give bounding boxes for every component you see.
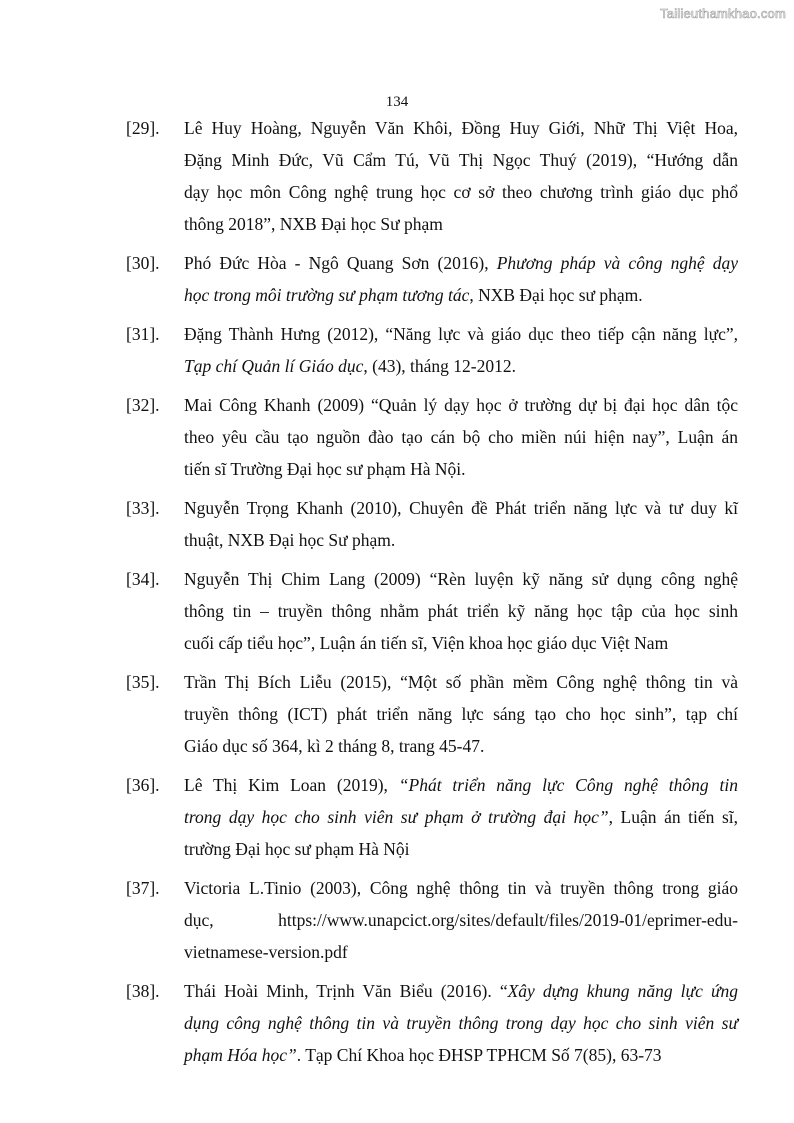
reference-text xyxy=(184,872,738,968)
reference-text xyxy=(184,112,738,240)
reference-line xyxy=(184,208,738,240)
italic-segment: “Phát triển năng lực Công nghệ thông tin xyxy=(398,775,738,795)
text-segment: , (43), tháng 12-2012. xyxy=(363,356,516,376)
text-segment: Phó Đức Hòa - Ngô Quang Sơn (2016), xyxy=(184,253,497,273)
reference-line xyxy=(184,595,738,627)
reference-number: [29]. xyxy=(126,118,160,138)
text-segment: thuật, NXB Đại học Sư phạm. xyxy=(184,530,396,550)
reference-item xyxy=(126,563,738,659)
text-segment: truyền thông (ICT) phát triển năng lực sáng tạo cho học sinh”, tạp chí xyxy=(184,704,738,724)
reference-number: [31]. xyxy=(126,324,160,344)
reference-text xyxy=(184,318,738,382)
italic-segment: học trong môi trường sư phạm tương tác xyxy=(184,285,470,305)
reference-text xyxy=(184,389,738,485)
reference-line xyxy=(184,936,738,968)
reference-line xyxy=(184,872,738,904)
italic-segment: phạm Hóa học” xyxy=(184,1045,297,1065)
text-segment: , Luận án tiến sĩ, xyxy=(608,807,739,827)
reference-item xyxy=(126,872,738,968)
reference-item xyxy=(126,769,738,865)
reference-line xyxy=(184,176,738,208)
reference-list xyxy=(126,112,738,1078)
reference-number: [30]. xyxy=(126,253,160,273)
text-segment: Lê Huy Hoàng, Nguyễn Văn Khôi, Đồng Huy Giới, Nhữ Thị Việt Hoa, xyxy=(184,118,738,138)
reference-line xyxy=(184,666,738,698)
reference-item xyxy=(126,389,738,485)
reference-line xyxy=(184,975,738,1007)
reference-item xyxy=(126,112,738,240)
reference-item xyxy=(126,975,738,1071)
italic-segment: Tạp chí Quản lí Giáo dục xyxy=(184,356,364,376)
text-segment: Mai Công Khanh (2009) “Quản lý dạy học ở trường dự bị đại học dân tộc xyxy=(184,395,738,415)
text-segment: vietnamese-version.pdf xyxy=(184,942,348,962)
page-number: 134 xyxy=(385,94,409,110)
reference-line xyxy=(184,144,738,176)
reference-line xyxy=(184,833,738,865)
reference-line xyxy=(184,421,738,453)
text-segment: dục, https://www.unapcict.org/sites/default/files/2019-01/eprimer-edu- xyxy=(184,910,738,930)
reference-number: [32]. xyxy=(126,395,160,415)
reference-line xyxy=(184,904,738,936)
text-segment: Đặng Thành Hưng (2012), “Năng lực và giáo dục theo tiếp cận năng lực” xyxy=(184,324,734,344)
text-segment: Lê Thị Kim Loan (2019), xyxy=(184,775,399,795)
reference-line xyxy=(184,1039,738,1071)
reference-text xyxy=(184,247,738,311)
text-segment: thông tin – truyền thông nhằm phát triển kỹ năng học tập của học sinh xyxy=(184,601,738,621)
text-segment: theo yêu cầu tạo nguồn đào tạo cán bộ cho miền núi hiện nay”, Luận án xyxy=(184,427,738,447)
reference-line xyxy=(184,492,738,524)
reference-line xyxy=(184,112,738,144)
italic-segment: Phương pháp và công nghệ dạy xyxy=(496,253,738,273)
reference-number: [34]. xyxy=(126,569,160,589)
reference-line xyxy=(184,769,738,801)
reference-line xyxy=(184,698,738,730)
reference-line xyxy=(184,318,738,350)
reference-number: [36]. xyxy=(126,775,160,795)
reference-text xyxy=(184,666,738,762)
reference-number: [33]. xyxy=(126,498,160,518)
text-segment: Đặng Minh Đức, Vũ Cẩm Tú, Vũ Thị Ngọc Thuý (2019), “Hướng dẫn xyxy=(184,150,738,170)
reference-text xyxy=(184,492,738,556)
italic-segment: , xyxy=(733,324,738,344)
reference-line xyxy=(184,389,738,421)
italic-segment: trong dạy học cho sinh viên sư phạm ở trường đại học” xyxy=(184,807,609,827)
text-segment: tiến sĩ Trường Đại học sư phạm Hà Nội. xyxy=(184,459,466,479)
text-segment: trường Đại học sư phạm Hà Nội xyxy=(184,839,410,859)
reference-line xyxy=(184,350,738,382)
reference-line xyxy=(184,453,738,485)
text-segment: . Tạp Chí Khoa học ĐHSP TPHCM Số 7(85), 63-73 xyxy=(296,1045,662,1065)
watermark-text: Tailieuthamkhao.com xyxy=(660,6,786,21)
text-segment: Nguyễn Trọng Khanh (2010), Chuyên đề Phát triển năng lực và tư duy kĩ xyxy=(184,498,738,518)
text-segment: Victoria L.Tinio (2003), Công nghệ thông tin và truyền thông trong giáo xyxy=(184,878,738,898)
text-segment: Nguyễn Thị Chim Lang (2009) “Rèn luyện kỹ năng sử dụng công nghệ xyxy=(184,569,738,589)
reference-number: [37]. xyxy=(126,878,160,898)
text-segment: Trần Thị Bích Liễu (2015), “Một số phần mềm Công nghệ thông tin và xyxy=(184,672,738,692)
reference-line xyxy=(184,279,738,311)
text-segment: thông 2018”, NXB Đại học Sư phạm xyxy=(184,214,443,234)
reference-line xyxy=(184,563,738,595)
reference-item xyxy=(126,247,738,311)
reference-text xyxy=(184,563,738,659)
reference-number: [35]. xyxy=(126,672,160,692)
text-segment: Thái Hoài Minh, Trịnh Văn Biểu (2016). “ xyxy=(184,981,508,1001)
reference-line xyxy=(184,1007,738,1039)
reference-line xyxy=(184,627,738,659)
text-segment: dạy học môn Công nghệ trung học cơ sở theo chương trình giáo dục phổ xyxy=(184,182,738,202)
text-segment: Giáo dục số 364, kì 2 tháng 8, trang 45-47. xyxy=(184,736,485,756)
reference-number: [38]. xyxy=(126,981,160,1001)
reference-line xyxy=(184,801,738,833)
reference-line xyxy=(184,730,738,762)
text-segment: cuối cấp tiểu học”, Luận án tiến sĩ, Viện khoa học giáo dục Việt Nam xyxy=(184,633,669,653)
reference-item xyxy=(126,318,738,382)
reference-item xyxy=(126,666,738,762)
reference-item xyxy=(126,492,738,556)
reference-text xyxy=(184,769,738,865)
text-segment: , NXB Đại học sư phạm. xyxy=(469,285,643,305)
italic-segment: Xây dựng khung năng lực ứng xyxy=(507,981,738,1001)
reference-line xyxy=(184,524,738,556)
reference-text xyxy=(184,975,738,1071)
reference-line xyxy=(184,247,738,279)
italic-segment: dụng công nghệ thông tin và truyền thông trong dạy học cho sinh viên sư xyxy=(184,1013,738,1033)
